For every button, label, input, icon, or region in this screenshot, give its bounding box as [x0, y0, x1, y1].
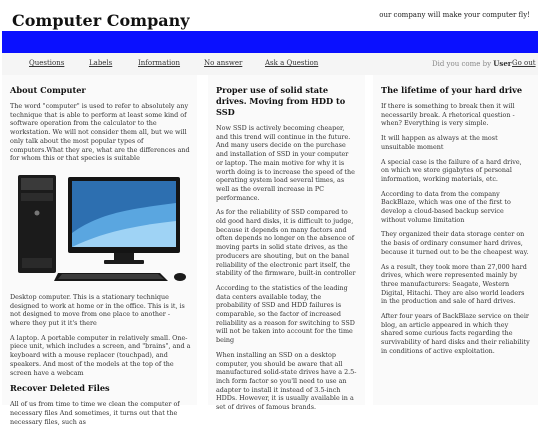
- nav-information[interactable]: Information: [138, 59, 181, 67]
- user-name: User: [493, 59, 512, 68]
- column-ssd: [208, 75, 365, 412]
- nav-labels[interactable]: Labels: [89, 59, 113, 67]
- go-out-link[interactable]: Go out: [512, 59, 536, 67]
- site-logo[interactable]: Computer Company: [12, 11, 190, 30]
- site-header: [0, 0, 540, 32]
- hard-drive-text-1: If there is something to break then it will necessarily break. A rhetorical question - when? Everything is very simple.: [381, 102, 515, 128]
- nav-questions[interactable]: Questions: [29, 59, 65, 67]
- ssd-text-3: According to the statistics of the leading data centers available today, the probability of SSD and HDD failures is comparable, so the factor of increased reliability as a reason for switching to SSD will not be taken into account for the time being: [216, 283, 355, 345]
- ssd-title: Proper use of solid state drives. Moving from HDD to SSD: [216, 85, 346, 117]
- site-tagline: our company will make your computer fly!: [379, 11, 530, 19]
- hard-drive-text-7: After four years of BackBlaze service on their blog, an article appeared in which they shared some curious facts regarding the survivability of hard disks and their reliability in conditions of active exploitation.: [381, 312, 530, 355]
- hard-drive-text-3: A special case is the failure of a hard drive, on which we store gigabytes of personal information, working materials, etc.: [381, 157, 522, 183]
- ssd-text-2: As for the reliability of SSD compared to old good hard disks, it is difficult to judge, because it depends on many factors and often depends no longer on the absence of moving parts in solid state drives, as the producers are shouting, but on the banal reliability of the electronic part itself, the stability of the firmware, built-in controller: [216, 208, 356, 278]
- user-greeting-prefix: Did you come by: [432, 60, 492, 68]
- ssd-text-4: When installing an SSD on a desktop computer, you should be aware that all manufactured solid-state drives have a 2.5-inch form factor so you'll need to use an adapter to install it instead of 3.5-inch HDDs. However, it is usually available in a set of drives of famous brands.: [216, 350, 357, 412]
- hard-drive-title: The lifetime of your hard drive: [381, 85, 523, 95]
- hard-drive-text-6: As a result, they took more than 27,000 hard drives, which were represented mainly by three manufacturers: Seagate, Western Digital, Hitachi. They are also world leaders in the production and sale of hard drives.: [381, 262, 527, 306]
- recover-files-text: All of us from time to time we clean the computer of necessary files And sometimes, it turns out that the necessary files, such as: [10, 400, 180, 426]
- recover-files-title: Recover Deleted Files: [10, 383, 110, 394]
- main-nav: [2, 53, 538, 75]
- about-computer-title: About Computer: [10, 85, 86, 95]
- column-hard-drive: [373, 75, 538, 405]
- banner-bar: [2, 31, 538, 53]
- user-greeting: [432, 59, 511, 68]
- hard-drive-text-5: They organized their data storage center on the basis of ordinary consumer hard drives, because it turned out to be the cheapest way.: [381, 230, 529, 256]
- laptop-text: A laptop. A portable computer in relatively small. One-piece unit, which includes a screen, and "brains", and a keyboard with a mouse replacer (touchpad), and speakers. And most of the models at the top of the screen have a webcam: [10, 333, 191, 377]
- column-about-computer: [2, 75, 197, 426]
- hard-drive-text-4: According to data from the company BackBlaze, which was one of the first to develop a cloud-based backup service without volume limitation: [381, 189, 511, 224]
- desktop-computer-text: Desktop computer. This is a stationary technique designed to work at home or in the office. This is it, is not designed to move from one place to another - where they put it it's there: [10, 292, 185, 328]
- nav-ask-question[interactable]: Ask a Question: [265, 59, 319, 67]
- nav-no-answer[interactable]: No answer: [204, 59, 243, 67]
- desktop-computer-image: [10, 173, 192, 283]
- hard-drive-text-2: It will happen as always at the most unsuitable moment: [381, 134, 498, 151]
- ssd-text-1: Now SSD is actively becoming cheaper, and this trend will continue in the future. And many users decide on the purchase and installation of SSD in your computer or laptop. The main motive for why it is worth doing is to increase the speed of the operating system load several times, as well as the overall increase in PC performance.: [216, 124, 355, 202]
- about-computer-text: The word "computer" is used to refer to absolutely any technique that is able to perform at least some kind of software operation from the calculator to the workstation. We will not consider them all, but we will only talk about the most popular types of computers.What they are, what are the differences and for whom this or that species is suitable: [10, 102, 190, 163]
